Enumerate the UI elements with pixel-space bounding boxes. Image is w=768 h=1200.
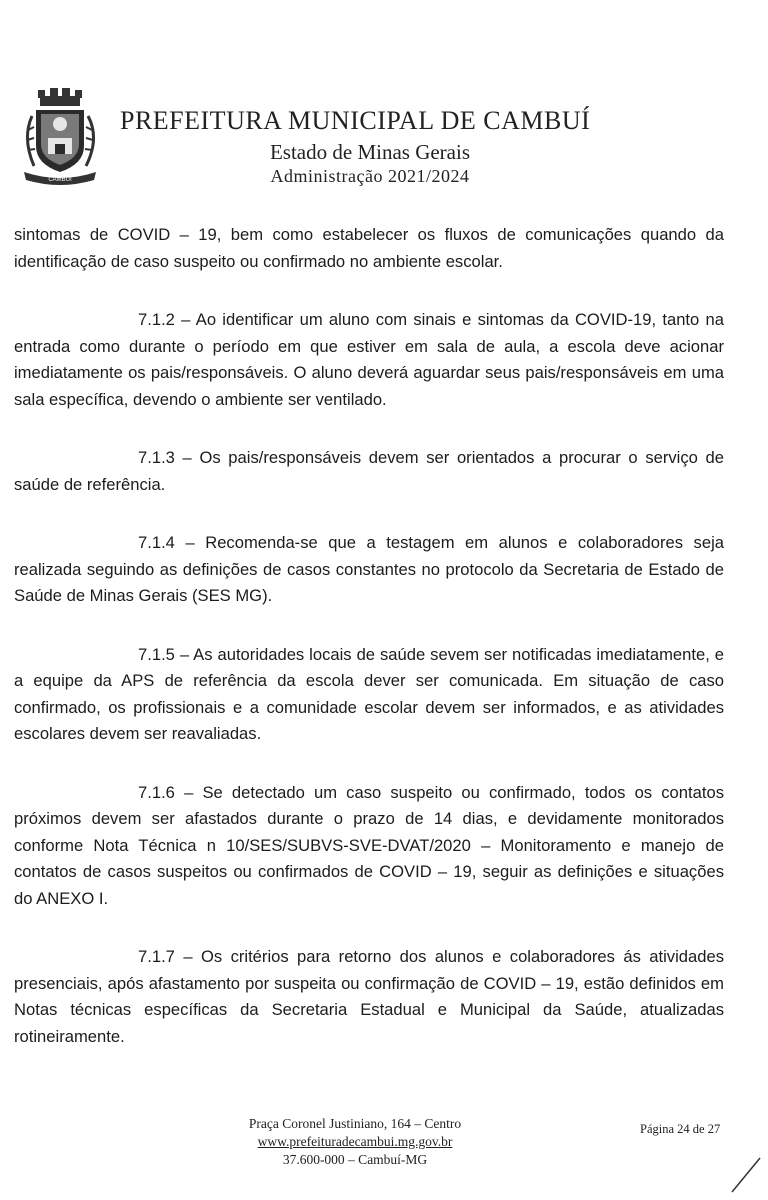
section-7-1-7: 7.1.7 – Os critérios para retorno dos alunos e colaboradores ás atividades presenciais, após afastamento por suspeita ou confirmação de COVID – 19, estão definidos em Notas técnicas específicas da Secretaria Estadual e Municipal da Saúde, atualizadas rotineiramente. — [14, 947, 724, 1046]
organization-title: PREFEITURA MUNICIPAL DE CAMBUÍ — [120, 106, 591, 135]
page-footer — [0, 1112, 768, 1182]
footer-website-link[interactable]: www.prefeituradecambui.mg.gov.br — [257, 1134, 453, 1149]
footer-postal-code: 37.600-000 – Cambuí-MG — [282, 1152, 428, 1167]
footer-address: Praça Coronel Justiniano, 164 – Centro — [248, 1116, 462, 1131]
page-number: Página 24 de 27 — [640, 1122, 721, 1136]
continued-paragraph: sintomas de COVID – 19, bem como estabelecer os fluxos de comunicações quando da identificação de caso suspeito ou confirmado no ambiente escolar. — [14, 225, 724, 271]
section-7-1-5: 7.1.5 – As autoridades locais de saúde sevem ser notificadas imediatamente, e a equipe da APS de referência da escola dever ser comunicada. Em situação de caso confirmado, os profissionais e a comunidade escolar devem ser informados, e as atividades escolares devem ser reavaliadas. — [14, 644, 724, 743]
letterhead — [0, 0, 768, 200]
section-7-1-3: 7.1.3 – Os pais/responsáveis devem ser orientados a procurar o serviço de saúde de referência. — [14, 448, 724, 494]
svg-text:CAMBUÍ: CAMBUÍ — [48, 177, 72, 183]
document-body — [14, 222, 724, 1050]
state-name: Estado de Minas Gerais — [269, 140, 471, 164]
section-7-1-6: 7.1.6 – Se detectado um caso suspeito ou confirmado, todos os contatos próximos devem ser afastados durante o prazo de 14 dias, e devidamente monitorados conforme Nota Técnica n 10/SES/SUBVS-SVE-DVAT/2020 – Monitoramento e manejo de contatos de casos suspeitos ou confirmados de COVID – 19, seguir as definições e situações do ANEXO I. — [14, 782, 724, 908]
pen-stroke-mark — [728, 1154, 764, 1194]
administration-term: Administração 2021/2024 — [270, 166, 470, 186]
section-7-1-4: 7.1.4 – Recomenda-se que a testagem em alunos e colaboradores seja realizada seguindo as definições de casos constantes no protocolo da Secretaria de Estado de Saúde de Minas Gerais (SES MG). — [14, 533, 724, 605]
section-7-1-2: 7.1.2 – Ao identificar um aluno com sinais e sintomas da COVID-19, tanto na entrada como durante o período em que estiver em sala de aula, a escola deve acionar imediatamente os pais/responsáveis. O aluno deverá aguardar seus pais/responsáveis em uma sala específica, devendo o ambiente ser ventilado. — [14, 310, 724, 409]
